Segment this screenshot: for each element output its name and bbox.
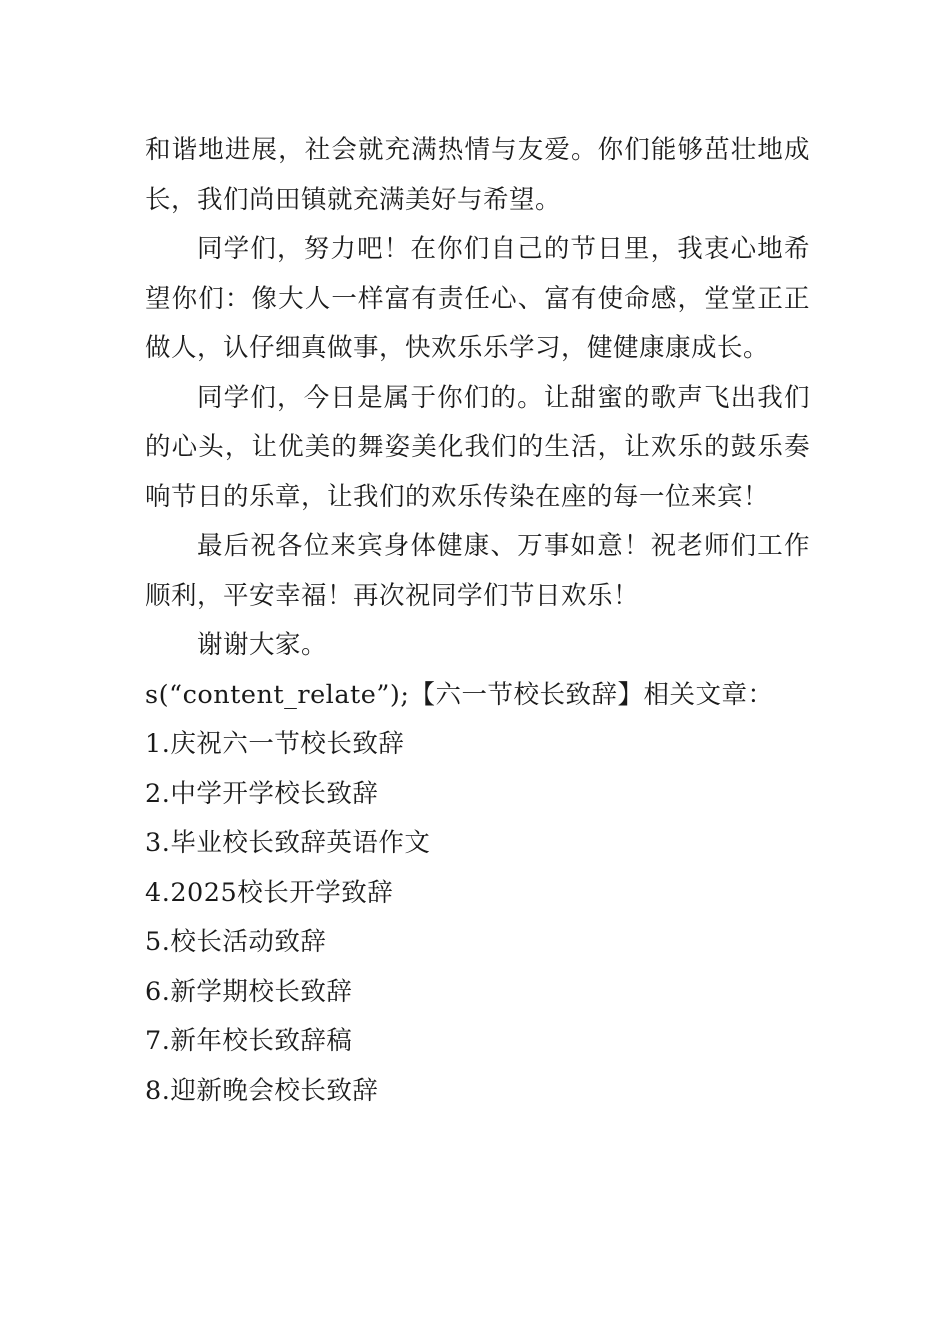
related-article-link[interactable]: 8.迎新晚会校长致辞 [145,1075,379,1106]
list-item [145,819,810,869]
related-articles-list [145,720,810,1116]
list-item [145,869,810,919]
related-article-link[interactable]: 2.中学开学校长致辞 [145,778,379,809]
paragraph-wishes: 最后祝各位来宾身体健康、万事如意！祝老师们工作顺利，平安幸福！再次祝同学们节日欢乐！ [145,531,810,611]
list-item [145,968,810,1018]
related-article-link[interactable]: 6.新学期校长致辞 [145,976,353,1007]
paragraph-celebration: 同学们，今日是属于你们的。让甜蜜的歌声飞出我们的心头，让优美的舞姿美化我们的生活，让欢乐的鼓乐奏响节日的乐章，让我们的欢乐传染在座的每一位来宾！ [145,382,810,512]
related-article-link[interactable]: 4.2025校长开学致辞 [145,877,394,908]
list-item [145,770,810,820]
list-item [145,1017,810,1067]
list-item [145,720,810,770]
paragraph-encouragement: 同学们，努力吧！在你们自己的节日里，我衷心地希望你们：像大人一样富有责任心、富有使命感，堂堂正正做人，认仔细真做事，快欢乐乐学习，健健康康成长。 [145,234,810,363]
list-item [145,918,810,968]
related-article-link[interactable]: 3.毕业校长致辞英语作文 [145,828,431,858]
paragraph-continuation: 和谐地进展，社会就充满热情与友爱。你们能够茁壮地成长，我们尚田镇就充满美好与希望。 [145,135,810,215]
related-article-link[interactable]: 7.新年校长致辞稿 [145,1026,353,1056]
related-articles-header: s(“content_relate”);【六一节校长致辞】相关文章： [145,679,774,710]
paragraph-thanks: 谢谢大家。 [197,630,328,660]
list-item [145,1067,810,1117]
related-article-link[interactable]: 5.校长活动致辞 [145,927,327,957]
related-article-link[interactable]: 1.庆祝六一节校长致辞 [145,729,405,759]
document-body [145,126,810,1116]
